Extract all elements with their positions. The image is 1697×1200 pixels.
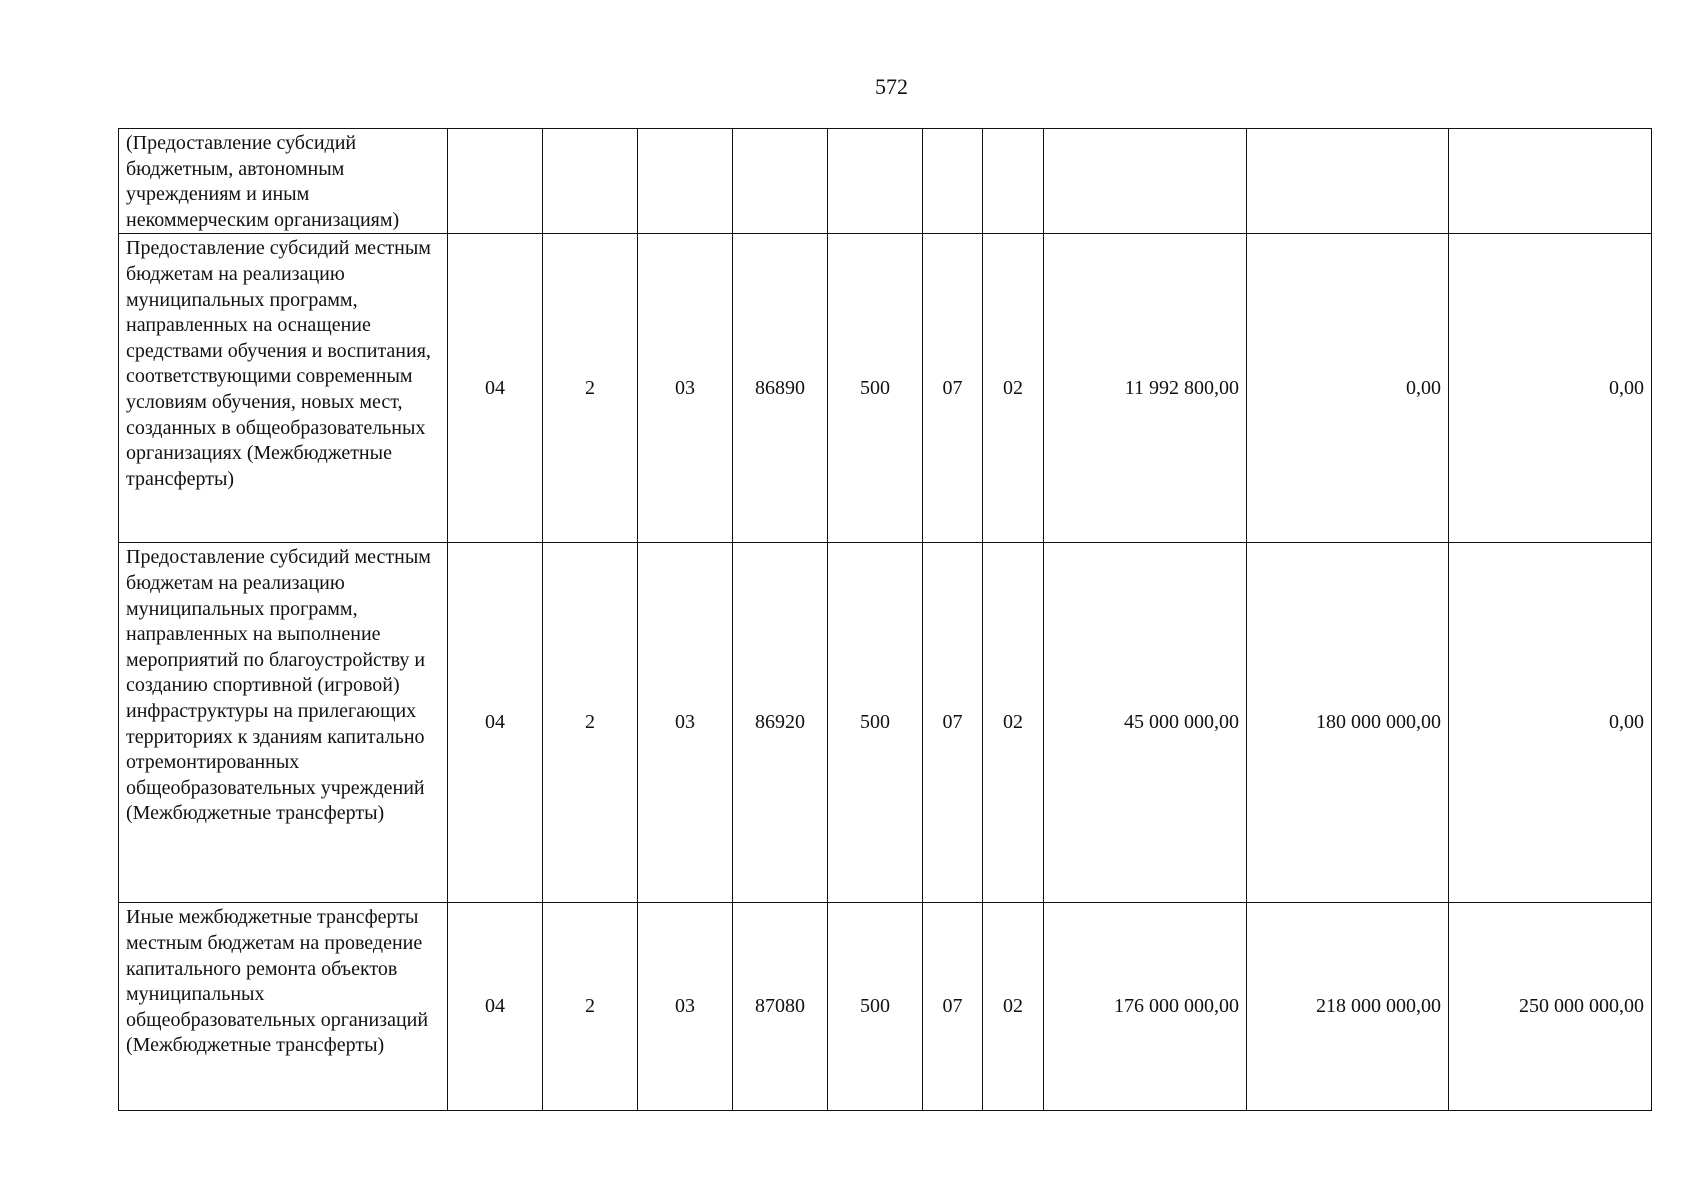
direction-code: 86920: [733, 543, 828, 903]
subprogram-code: 2: [543, 903, 638, 1111]
table-row: [119, 903, 1652, 1111]
table-row: [119, 543, 1652, 903]
budget-table: [118, 128, 1652, 1111]
amount-year-3: [1449, 129, 1652, 234]
event-code: 03: [638, 234, 733, 543]
event-code: [638, 129, 733, 234]
expense-type-code: [828, 129, 923, 234]
direction-code: 86890: [733, 234, 828, 543]
event-code: 03: [638, 903, 733, 1111]
section-code: 07: [923, 234, 983, 543]
section-code: 07: [923, 543, 983, 903]
program-code: [448, 129, 543, 234]
row-description: (Предоставление субсидий бюджетным, автономным учреждениям и иным некоммерческим организациям): [119, 129, 448, 234]
amount-year-1: [1044, 129, 1247, 234]
subsection-code: 02: [983, 543, 1044, 903]
table-row: [119, 234, 1652, 543]
amount-year-1: 11 992 800,00: [1044, 234, 1247, 543]
page-number: 572: [875, 74, 908, 99]
amount-year-2: 180 000 000,00: [1247, 543, 1449, 903]
amount-year-3: 0,00: [1449, 543, 1652, 903]
expense-type-code: 500: [828, 234, 923, 543]
subsection-code: 02: [983, 903, 1044, 1111]
subprogram-code: [543, 129, 638, 234]
amount-year-1: 176 000 000,00: [1044, 903, 1247, 1111]
direction-code: [733, 129, 828, 234]
subsection-code: [983, 129, 1044, 234]
program-code: 04: [448, 234, 543, 543]
section-code: 07: [923, 903, 983, 1111]
direction-code: 87080: [733, 903, 828, 1111]
subsection-code: 02: [983, 234, 1044, 543]
amount-year-3: 0,00: [1449, 234, 1652, 543]
program-code: 04: [448, 903, 543, 1111]
program-code: 04: [448, 543, 543, 903]
row-description: Иные межбюджетные трансферты местным бюджетам на проведение капитального ремонта объектов муниципальных общеобразовательных организаций (Межбюджетные трансферты): [119, 903, 448, 1111]
amount-year-1: 45 000 000,00: [1044, 543, 1247, 903]
amount-year-3: 250 000 000,00: [1449, 903, 1652, 1111]
subprogram-code: 2: [543, 234, 638, 543]
table-row: [119, 129, 1652, 234]
expense-type-code: 500: [828, 903, 923, 1111]
event-code: 03: [638, 543, 733, 903]
amount-year-2: 0,00: [1247, 234, 1449, 543]
amount-year-2: 218 000 000,00: [1247, 903, 1449, 1111]
amount-year-2: [1247, 129, 1449, 234]
expense-type-code: 500: [828, 543, 923, 903]
subprogram-code: 2: [543, 543, 638, 903]
section-code: [923, 129, 983, 234]
row-description: Предоставление субсидий местным бюджетам на реализацию муниципальных программ, направленных на оснащение средствами обучения и воспитания, соответствующими современным условиям обучения, новых мест, созданных в общеобразовательных организациях (Межбюджетные трансферты): [119, 234, 448, 543]
row-description: Предоставление субсидий местным бюджетам на реализацию муниципальных программ, направленных на выполнение мероприятий по благоустройству и созданию спортивной (игровой) инфраструктуры на прилегающих территориях к зданиям капитально отремонтированных общеобразовательных учреждений (Межбюджетные трансферты): [119, 543, 448, 903]
